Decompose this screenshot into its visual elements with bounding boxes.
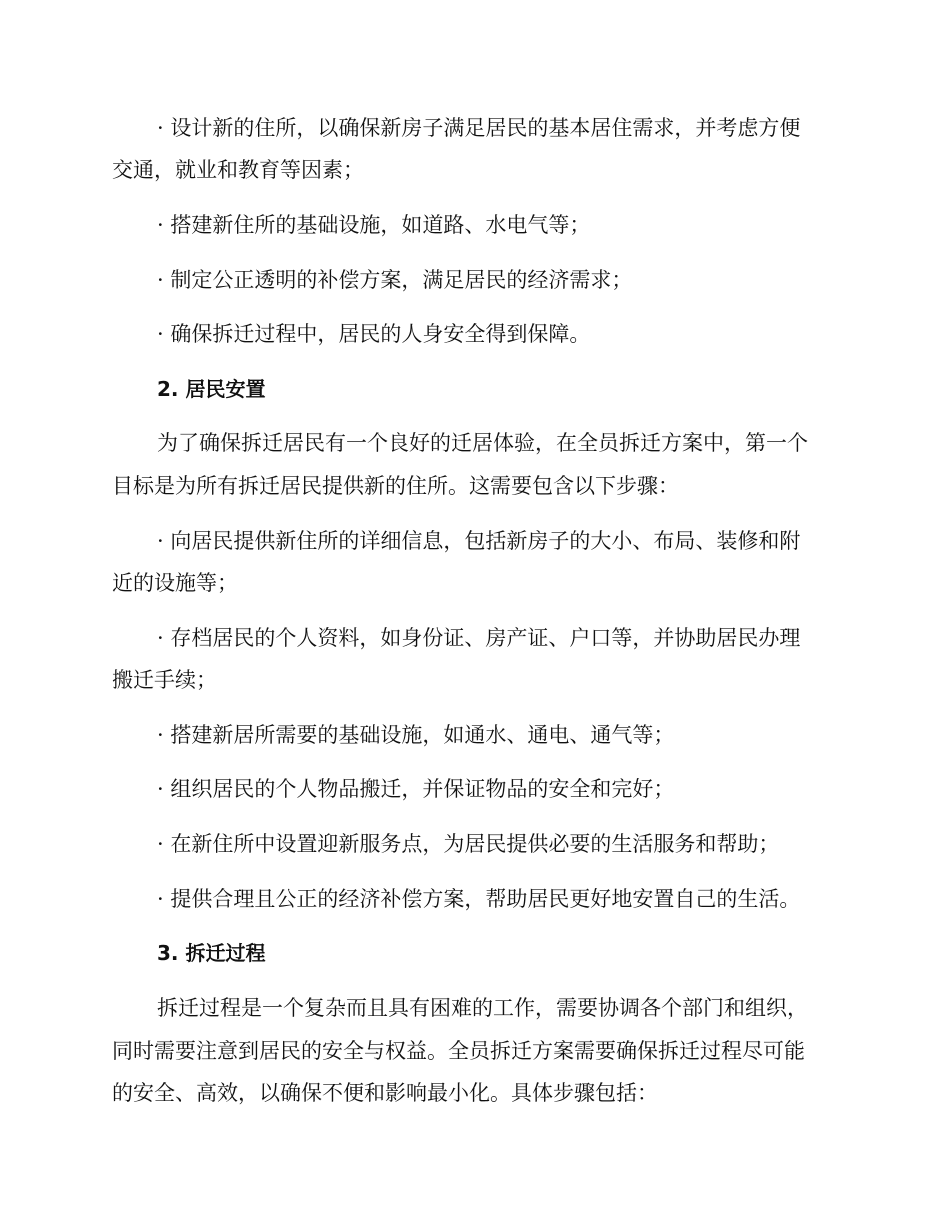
section-heading-resident-resettlement: 2. 居民安置 — [157, 377, 266, 401]
paragraph-line: 同时需要注意到居民的安全与权益。全员拆迁方案需要确保拆迁过程尽可能 — [112, 1039, 805, 1063]
bullet-item-compensation: · 制定公正透明的补偿方案，满足居民的经济需求； — [157, 268, 633, 292]
bullet-item-continuation: 搬迁手续； — [112, 668, 217, 692]
bullet-item-continuation: 近的设施等； — [112, 571, 238, 595]
bullet-item-design-housing: · 设计新的住所，以确保新房子满足居民的基本居住需求，并考虑方便 — [157, 116, 801, 140]
paragraph-line: 的安全、高效，以确保不便和影响最小化。具体步骤包括： — [112, 1081, 658, 1105]
bullet-item-continuation: 交通，就业和教育等因素； — [112, 158, 364, 182]
bullet-item-infrastructure: · 搭建新住所的基础设施，如道路、水电气等； — [157, 213, 591, 237]
bullet-item-archive-documents: · 存档居民的个人资料，如身份证、房产证、户口等，并协助居民办理 — [157, 626, 801, 650]
paragraph-line: 为了确保拆迁居民有一个良好的迁居体验，在全员拆迁方案中，第一个 — [157, 431, 808, 455]
bullet-item-economic-compensation: · 提供合理且公正的经济补偿方案，帮助居民更好地安置自己的生活。 — [157, 887, 801, 911]
bullet-item-service-point: · 在新住所中设置迎新服务点，为居民提供必要的生活服务和帮助； — [157, 832, 780, 856]
bullet-item-utilities: · 搭建新居所需要的基础设施，如通水、通电、通气等； — [157, 723, 675, 747]
paragraph-line: 目标是为所有拆迁居民提供新的住所。这需要包含以下步骤： — [112, 474, 679, 498]
bullet-item-housing-info: · 向居民提供新住所的详细信息，包括新房子的大小、布局、装修和附 — [157, 529, 801, 553]
paragraph-line: 拆迁过程是一个复杂而且具有困难的工作，需要协调各个部门和组织， — [157, 996, 808, 1020]
bullet-item-moving-belongings: · 组织居民的个人物品搬迁，并保证物品的安全和完好； — [157, 777, 675, 801]
section-heading-demolition-process: 3. 拆迁过程 — [157, 941, 266, 965]
bullet-item-safety: · 确保拆迁过程中，居民的人身安全得到保障。 — [157, 322, 591, 346]
